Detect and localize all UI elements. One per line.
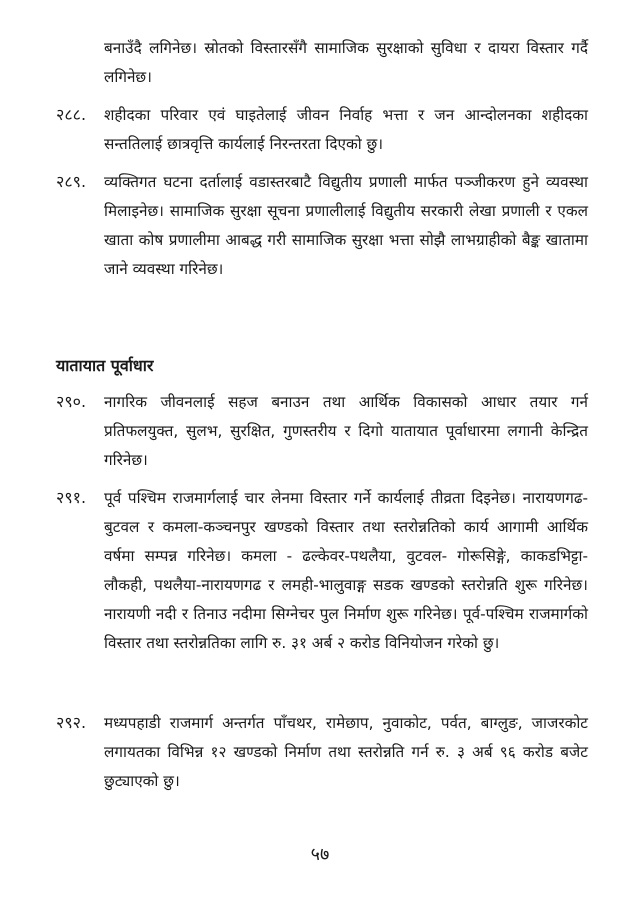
paragraph-number: २९२. bbox=[56, 713, 87, 732]
section-heading: यातायात पूर्वाधार bbox=[56, 356, 154, 375]
paragraph-text: बनाउँदै लगिनेछ। स्रोतको विस्तारसँगै सामाजिक सुरक्षाको सुविधा र दायरा विस्तार गर्दै लगिनेछ। bbox=[104, 39, 588, 86]
paragraph-text: नागरिक जीवनलाई सहज बनाउन तथा आर्थिक विकासको आधार तयार गर्न प्रतिफलयुक्त, सुलभ, सुरक्षित, गुणस्तरीय र दिगो यातायात पूर्वाधारमा लगानी केन्द्रित गरिनेछ। bbox=[104, 393, 588, 469]
paragraph-text: शहीदका परिवार एवं घाइतेलाई जीवन निर्वाह भत्ता र जन आन्दोलनका शहीदका सन्ततिलाई छात्रवृत्ति कार्यलाई निरन्तरता दिएको छु। bbox=[104, 106, 588, 153]
page-number: ५७ bbox=[310, 844, 330, 865]
paragraph-text: पूर्व पश्चिम राजमार्गलाई चार लेनमा विस्तार गर्ने कार्यलाई तीव्रता दिइनेछ। नारायणगढ-बुटवल र कमला-कञ्चनपुर खण्डको विस्तार तथा स्तरोन्नतिको कार्य आगामी आर्थिक वर्षमा सम्पन्न गरिनेछ। कमला - ढल्केवर-पथलैया, वुटवल- गोरूसिङ्गे, काकडभिट्टा- लौकही, पथलैया-नारायणगढ र लमही-भालुवाङ्ग सडक खण्डको स्तरोन्नति शुरू गरिनेछ। नारायणी नदी र तिनाउ नदीमा सिग्नेचर पुल निर्माण शुरू गरिनेछ। पूर्व-पश्चिम राजमार्गको विस्तार तथा स्तरोन्नतिका लागि रु. ३१ अर्ब २ करोड विनियोजन गरेको छु। bbox=[104, 489, 588, 652]
paragraph-text: मध्यपहाडी राजमार्ग अन्तर्गत पाँचथर, रामेछाप, नुवाकोट, पर्वत, बाग्लुङ, जाजरकोट लगायतका विभिन्न १२ खण्डको निर्माण तथा स्तरोन्नति गर्न रु. ३ अर्ब ९६ करोड बजेट छुट्याएको छु। bbox=[104, 714, 588, 790]
paragraph-text: व्यक्तिगत घटना दर्तालाई वडास्तरबाटै विद्युतीय प्रणाली मार्फत पञ्जीकरण हुने व्यवस्था मिलाइनेछ। सामाजिक सुरक्षा सूचना प्रणालीलाई विद्युतीय सरकारी लेखा प्रणाली र एकल खाता कोष प्रणालीमा आबद्ध गरी सामाजिक सुरक्षा भत्ता सोझै लाभग्राहीको बैङ्क खातामा जाने व्यवस्था गरिनेछ। bbox=[104, 173, 588, 278]
paragraph-number: २९०. bbox=[56, 392, 87, 411]
paragraph-number: २८९. bbox=[56, 172, 87, 191]
paragraph-number: २९१. bbox=[56, 488, 87, 507]
paragraph-number: २८८. bbox=[56, 105, 87, 124]
